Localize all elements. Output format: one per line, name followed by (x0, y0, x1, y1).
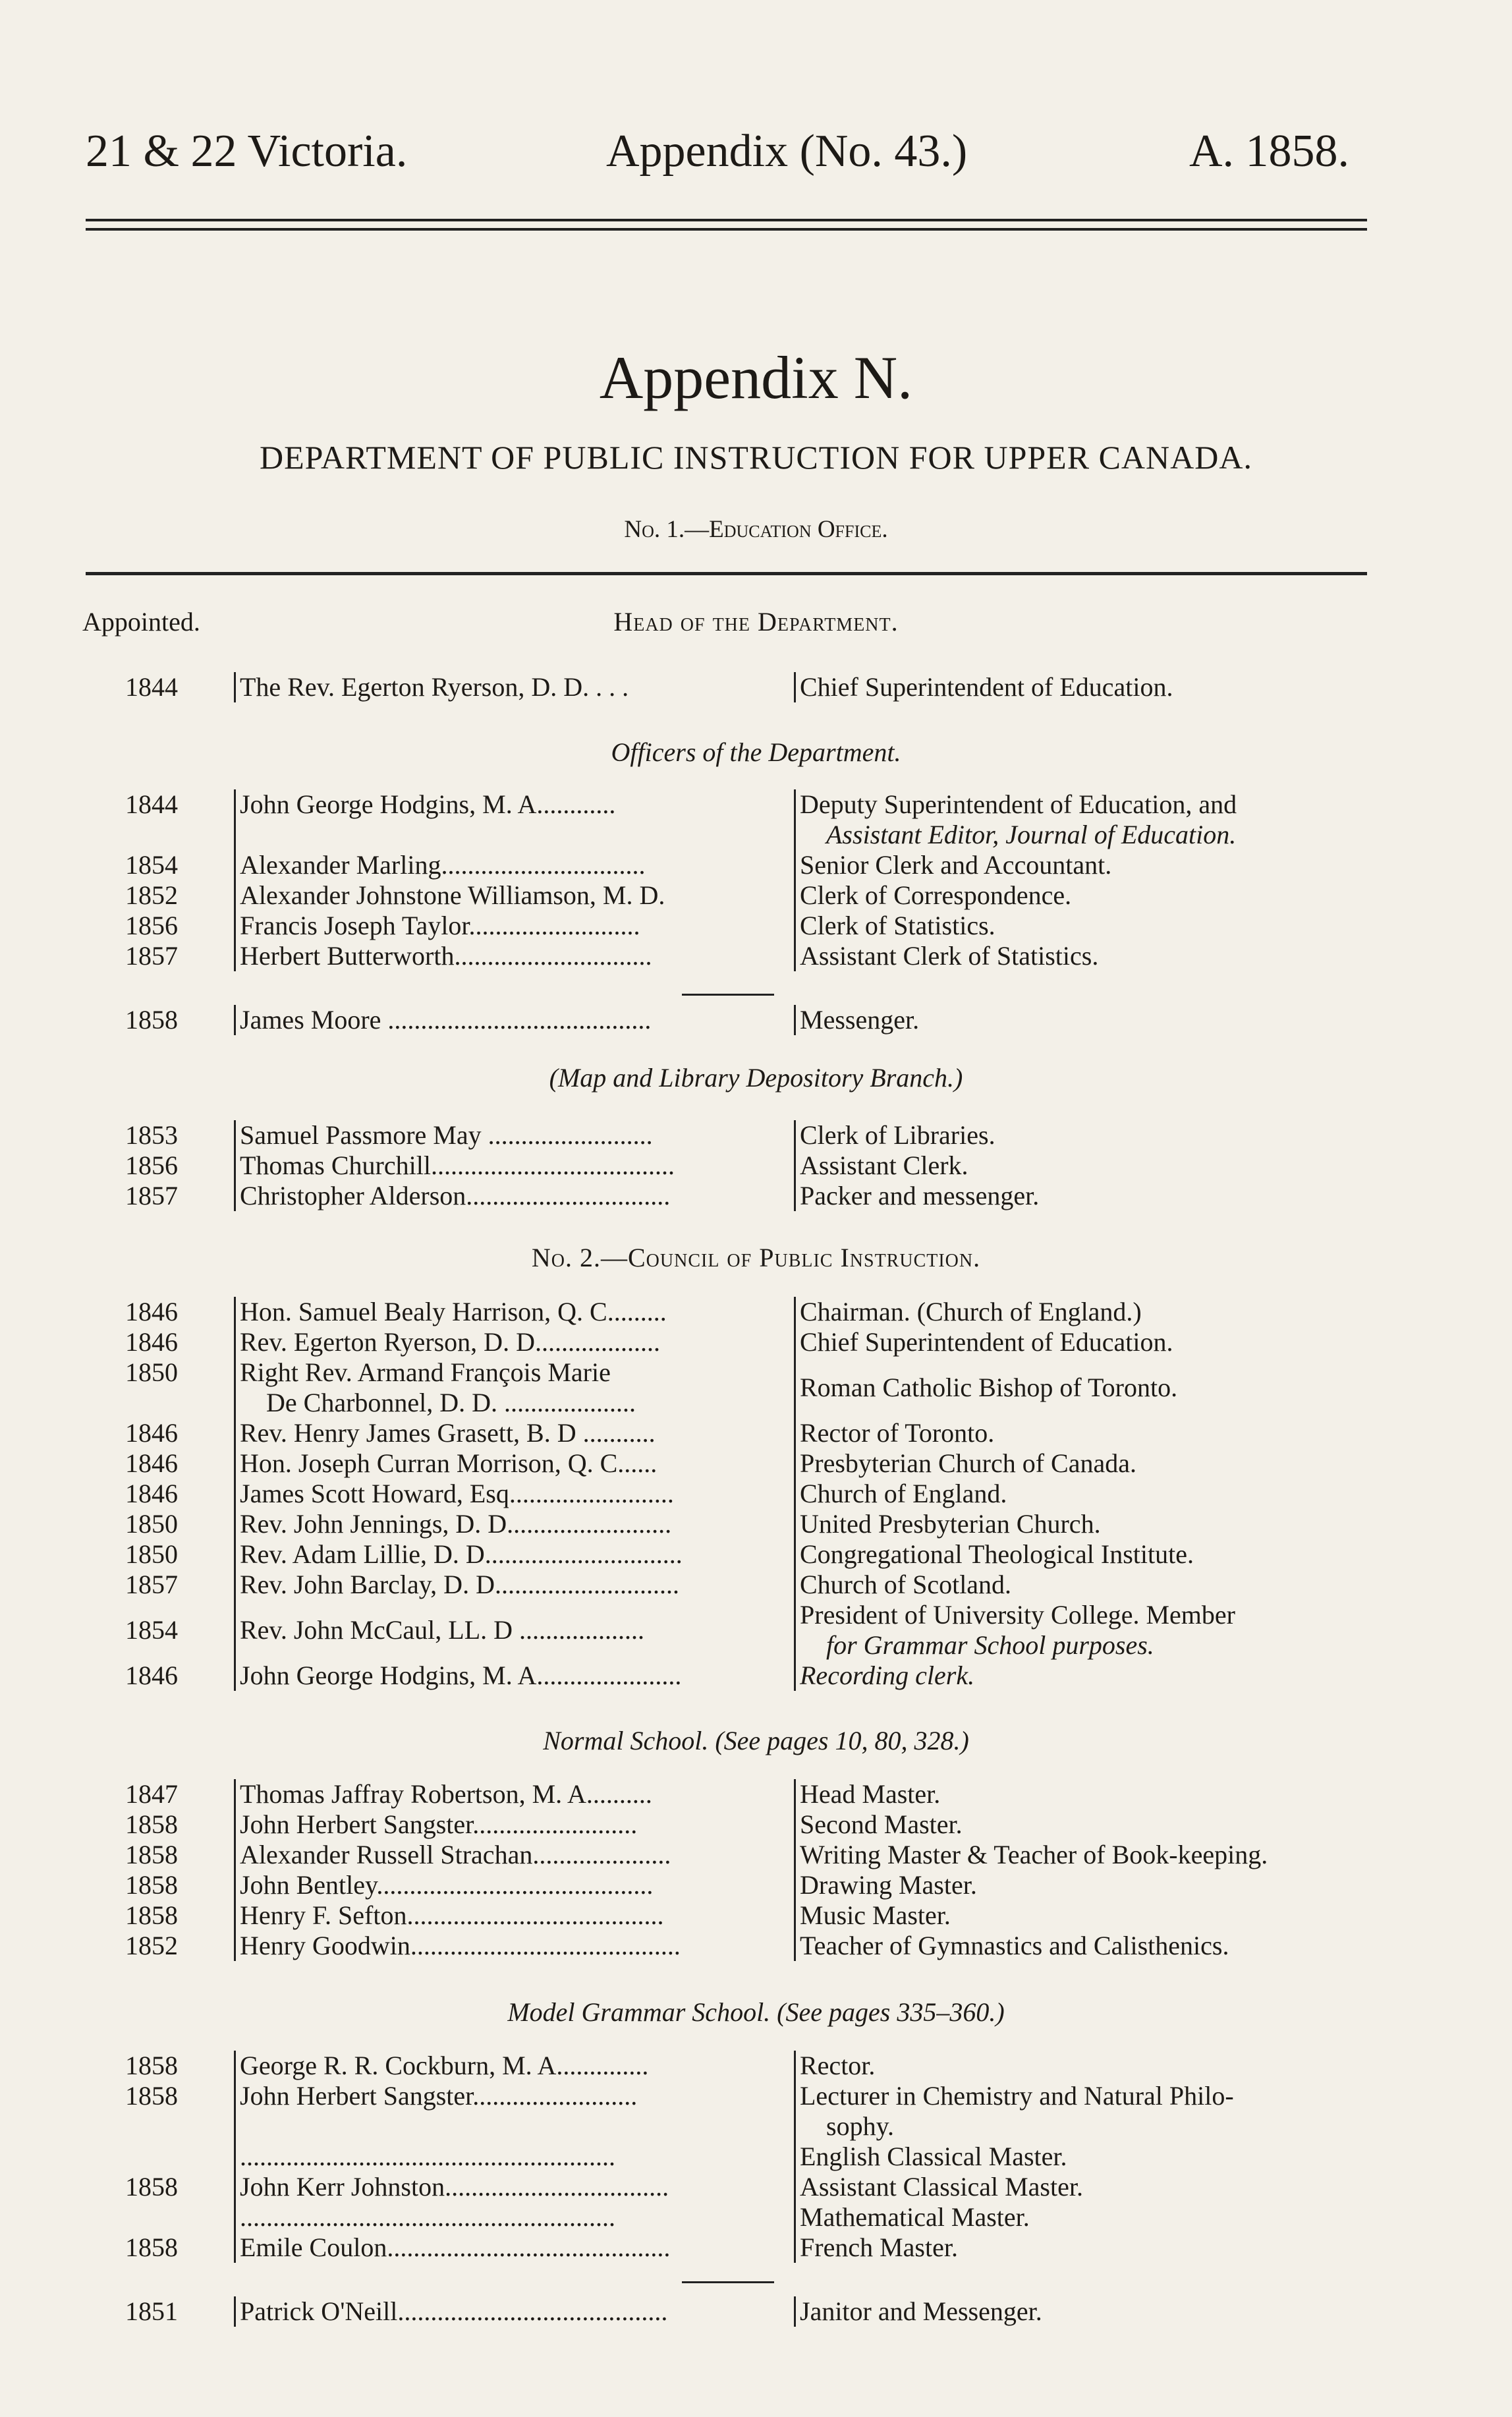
row-year: 1844 (125, 672, 178, 702)
row-role: Music Master. (794, 1900, 1393, 1931)
running-header (0, 125, 1512, 198)
row-role: Roman Catholic Bishop of Toronto. (794, 1357, 1393, 1418)
row-name: Henry F. Sefton....................................... (234, 1900, 793, 1931)
row-name: Rev. John Barclay, D. D............................ (234, 1570, 793, 1600)
row-year: 1850 (125, 1509, 178, 1539)
row-name: Hon. Samuel Bealy Harrison, Q. C......... (234, 1297, 793, 1327)
table-row (0, 1840, 1512, 1870)
table-row (0, 2051, 1512, 2081)
row-role-line2: sophy. (826, 2111, 894, 2141)
row-year: 1858 (125, 1809, 178, 1839)
model-school-block (0, 2051, 1512, 2263)
row-year: 1858 (125, 2051, 178, 2080)
table-row (0, 672, 1512, 702)
row-role: Church of Scotland. (794, 1570, 1393, 1600)
table-row (0, 1448, 1512, 1479)
messenger-block (0, 1005, 1512, 1035)
row-role-line2: for Grammar School purposes. (826, 1630, 1154, 1660)
table-row (0, 1509, 1512, 1539)
row-role: Second Master. (794, 1809, 1393, 1840)
row-role: Writing Master & Teacher of Book-keeping. (794, 1840, 1393, 1870)
row-role (794, 2081, 1393, 2142)
row-year: 1858 (125, 2232, 178, 2262)
row-name: Francis Joseph Taylor.......................... (234, 911, 793, 941)
row-role (794, 789, 1393, 850)
table-row (0, 1151, 1512, 1181)
row-name: John Kerr Johnston.................................. (234, 2172, 793, 2202)
row-year: 1844 (125, 789, 178, 819)
row-name: Rev. Henry James Grasett, B. D ........... (234, 1418, 793, 1448)
row-role: Janitor and Messenger. (794, 2296, 1393, 2327)
row-role: Clerk of Correspondence. (794, 880, 1393, 911)
header-appendix: Appendix (No. 43.) (606, 126, 968, 177)
row-name: George R. R. Cockburn, M. A.............. (234, 2051, 793, 2081)
section-rule (86, 572, 1367, 575)
row-year: 1858 (125, 1870, 178, 1900)
row-name: Rev. Adam Lillie, D. D.............................. (234, 1539, 793, 1570)
table-row (0, 1661, 1512, 1691)
row-year: 1846 (125, 1661, 178, 1690)
row-role: Messenger. (794, 1005, 1393, 1035)
row-year: 1856 (125, 1151, 178, 1180)
row-role: Chairman. (Church of England.) (794, 1297, 1393, 1327)
row-name: Alexander Johnstone Williamson, M. D. (234, 880, 793, 911)
row-role: Church of England. (794, 1479, 1393, 1509)
header-session: 21 & 22 Victoria. (86, 126, 408, 177)
header-double-rule (86, 219, 1367, 231)
department-title: DEPARTMENT OF PUBLIC INSTRUCTION FOR UPPER CANADA. (260, 439, 1252, 476)
council-block (0, 1297, 1512, 1691)
page-title: Appendix N. (599, 344, 913, 411)
table-row (0, 1809, 1512, 1840)
janitor-block (0, 2296, 1512, 2327)
row-role: Mathematical Master. (794, 2202, 1393, 2232)
table-row (0, 1570, 1512, 1600)
row-role: United Presbyterian Church. (794, 1509, 1393, 1539)
table-row (0, 1779, 1512, 1809)
row-name: ......................................................... (234, 2202, 793, 2232)
row-name: Hon. Joseph Curran Morrison, Q. C...... (234, 1448, 793, 1479)
row-name: John Bentley.......................................... (234, 1870, 793, 1900)
row-year: 1852 (125, 880, 178, 910)
row-role: Clerk of Libraries. (794, 1120, 1393, 1151)
row-year: 1858 (125, 1005, 178, 1035)
row-year: 1846 (125, 1418, 178, 1448)
table-row (0, 1870, 1512, 1900)
row-role-line1: Lecturer in Chemistry and Natural Philo- (800, 2081, 1234, 2111)
row-name: Rev. John Jennings, D. D......................... (234, 1509, 793, 1539)
council-heading: No. 2.—Council of Public Instruction. (531, 1243, 981, 1272)
divider-rule (682, 994, 774, 996)
head-block (0, 672, 1512, 702)
normal-school-block (0, 1779, 1512, 1961)
row-role: Assistant Clerk. (794, 1151, 1393, 1181)
row-year: 1858 (125, 1840, 178, 1869)
row-role-line1: President of University College. Member (800, 1600, 1235, 1630)
appointed-column-label: Appointed. (82, 607, 200, 637)
row-role: Assistant Clerk of Statistics. (794, 941, 1393, 971)
table-row (0, 1479, 1512, 1509)
table-row (0, 1181, 1512, 1211)
table-row (0, 789, 1512, 850)
row-name: Emile Coulon........................................... (234, 2232, 793, 2263)
row-name: Patrick O'Neill......................................... (234, 2296, 793, 2327)
row-year: 1854 (125, 1615, 178, 1645)
row-year: 1846 (125, 1448, 178, 1478)
officers-block (0, 789, 1512, 971)
map-branch-block (0, 1120, 1512, 1211)
row-name: Alexander Russell Strachan..................... (234, 1840, 793, 1870)
row-year: 1850 (125, 1539, 178, 1569)
row-name: James Moore ........................................ (234, 1005, 793, 1035)
map-branch-heading: (Map and Library Depository Branch.) (549, 1063, 963, 1093)
row-role: Drawing Master. (794, 1870, 1393, 1900)
row-year: 1850 (125, 1357, 178, 1387)
table-row (0, 1600, 1512, 1661)
row-role: Congregational Theological Institute. (794, 1539, 1393, 1570)
row-role: Head Master. (794, 1779, 1393, 1809)
head-section-heading: Head of the Department. (613, 607, 899, 637)
table-row (0, 2081, 1512, 2142)
table-row (0, 2296, 1512, 2327)
row-role: Rector of Toronto. (794, 1418, 1393, 1448)
row-name (234, 1357, 793, 1418)
row-year: 1858 (125, 2081, 178, 2111)
table-row (0, 941, 1512, 971)
row-name: John George Hodgins, M. A............ (234, 789, 793, 850)
row-name: Alexander Marling............................... (234, 850, 793, 880)
row-name: John Herbert Sangster......................... (234, 2081, 793, 2142)
row-year: 1847 (125, 1779, 178, 1809)
row-name: Herbert Butterworth.............................. (234, 941, 793, 971)
row-role: Presbyterian Church of Canada. (794, 1448, 1393, 1479)
row-role: Chief Superintendent of Education. (794, 1327, 1393, 1357)
table-row (0, 880, 1512, 911)
header-year: A. 1858. (1189, 126, 1350, 177)
model-school-heading: Model Grammar School. (See pages 335–360.) (507, 1997, 1005, 2027)
row-name-line1: Right Rev. Armand François Marie (240, 1357, 611, 1387)
row-name-line2: De Charbonnel, D. D. .................... (266, 1388, 636, 1417)
row-name: Rev. John McCaul, LL. D ................... (234, 1600, 793, 1661)
row-role-line1: Deputy Superintendent of Education, and (800, 789, 1237, 819)
row-year: 1851 (125, 2296, 178, 2326)
row-role: Recording clerk. (794, 1661, 1393, 1691)
row-name: John George Hodgins, M. A...................... (234, 1661, 793, 1691)
row-year: 1858 (125, 1900, 178, 1930)
row-year: 1857 (125, 1181, 178, 1210)
row-name: ......................................................... (234, 2142, 793, 2172)
row-name: The Rev. Egerton Ryerson, D. D. . . . (234, 672, 793, 702)
row-name: John Herbert Sangster......................... (234, 1809, 793, 1840)
row-role-line2: Assistant Editor, Journal of Education. (826, 820, 1237, 849)
row-year: 1846 (125, 1297, 178, 1326)
row-year: 1857 (125, 941, 178, 971)
row-year: 1853 (125, 1120, 178, 1150)
table-row (0, 1120, 1512, 1151)
row-year: 1854 (125, 850, 178, 880)
divider-rule (682, 2281, 774, 2283)
table-row (0, 1327, 1512, 1357)
table-row (0, 2232, 1512, 2263)
row-name: Thomas Jaffray Robertson, M. A.......... (234, 1779, 793, 1809)
row-role: English Classical Master. (794, 2142, 1393, 2172)
row-name: Thomas Churchill..................................... (234, 1151, 793, 1181)
table-row (0, 1005, 1512, 1035)
row-role: Packer and messenger. (794, 1181, 1393, 1211)
row-name: James Scott Howard, Esq......................... (234, 1479, 793, 1509)
row-role: Assistant Classical Master. (794, 2172, 1393, 2202)
table-row (0, 1357, 1512, 1418)
row-year: 1857 (125, 1570, 178, 1599)
table-row (0, 1931, 1512, 1961)
row-role: Chief Superintendent of Education. (794, 672, 1393, 702)
row-role (794, 1600, 1393, 1661)
table-row (0, 2202, 1512, 2232)
row-name: Henry Goodwin......................................... (234, 1931, 793, 1961)
office-heading: No. 1.—Education Office. (624, 516, 888, 543)
row-year: 1846 (125, 1479, 178, 1508)
table-row (0, 911, 1512, 941)
row-name: Christopher Alderson............................... (234, 1181, 793, 1211)
row-year: 1858 (125, 2172, 178, 2202)
row-year: 1856 (125, 911, 178, 940)
row-role: French Master. (794, 2232, 1393, 2263)
table-row (0, 2172, 1512, 2202)
table-row (0, 1539, 1512, 1570)
table-row (0, 850, 1512, 880)
row-role: Senior Clerk and Accountant. (794, 850, 1393, 880)
row-role: Teacher of Gymnastics and Calisthenics. (794, 1931, 1393, 1961)
row-role: Clerk of Statistics. (794, 911, 1393, 941)
normal-school-heading: Normal School. (See pages 10, 80, 328.) (543, 1726, 969, 1755)
row-name: Samuel Passmore May ......................... (234, 1120, 793, 1151)
table-row (0, 1900, 1512, 1931)
row-name: Rev. Egerton Ryerson, D. D................... (234, 1327, 793, 1357)
table-row (0, 2142, 1512, 2172)
table-row (0, 1418, 1512, 1448)
row-year: 1852 (125, 1931, 178, 1960)
row-year: 1846 (125, 1327, 178, 1357)
officers-heading: Officers of the Department. (611, 737, 901, 767)
row-role: Rector. (794, 2051, 1393, 2081)
table-row (0, 1297, 1512, 1327)
